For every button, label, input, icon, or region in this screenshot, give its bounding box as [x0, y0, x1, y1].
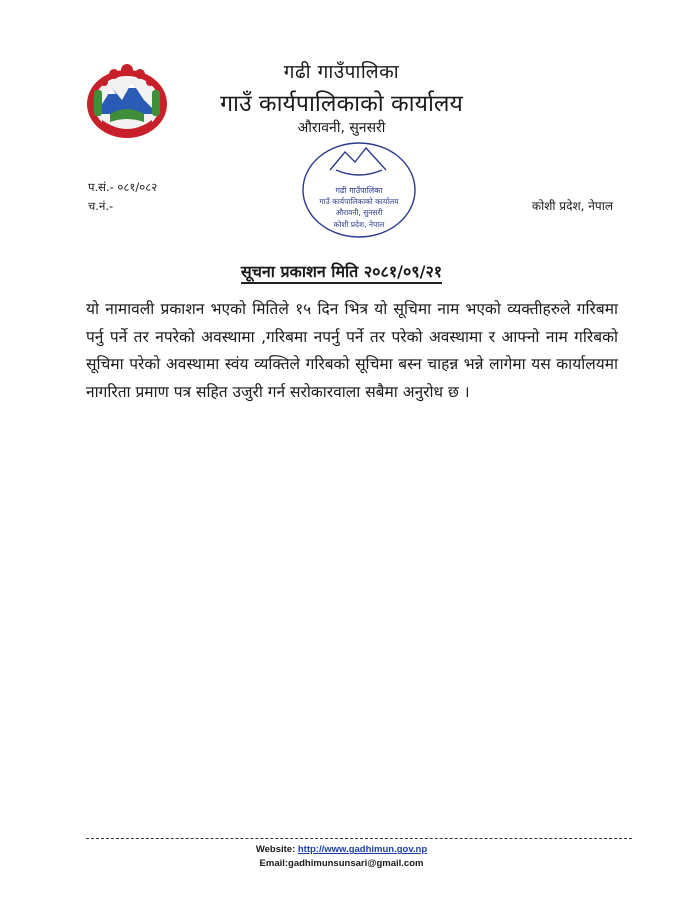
footer-divider — [86, 838, 632, 839]
stamp-text-1: गढी गाउँपालिका — [335, 186, 383, 195]
office-stamp-icon — [300, 140, 418, 240]
stamp-text-2: गाउँ कार्यपालिकाको कार्यालय — [319, 197, 399, 206]
website-row — [0, 843, 683, 857]
footer — [0, 843, 683, 871]
notice-title-text: सूचना प्रकाशन मिति २०८१/०९/२१ — [241, 262, 442, 284]
province-label: कोशी प्रदेश, नेपाल — [531, 199, 613, 213]
office-name: गाउँ कार्यपालिकाको कार्यालय — [220, 91, 463, 117]
email-text: Email:gadhimunsunsari@gmail.com — [259, 858, 424, 869]
office-location: औरावनी, सुनसरी — [297, 120, 386, 136]
municipality-name: गढी गाउँपालिका — [283, 61, 400, 83]
website-label: Website: — [255, 844, 296, 855]
letter-number: प.सं.- ०८१/०८२ — [88, 180, 158, 194]
stamp-text-3: औरावनी, सुनसरी — [335, 208, 383, 217]
notice-body: यो नामावली प्रकाशन भएको मितिले १५ दिन भित्र यो सूचिमा नाम भएको व्यक्तीहरुले गरिबमा पर्नु पर्ने तर नपरेको अवस्थामा ,गरिबमा नपर्नु पर्ने तर परेको अवस्थामा र आफ्नो नाम गरिबको सूचिमा परेको अवस्थामा स्वंय व्यक्तिले गरिबको सूचिमा बस्न चाहन्न भन्ने लागेमा यस कार्यालयमा नागरिता प्रमाण पत्र सहित उजुरी गर्न सरोकारवाला सबैमा अनुरोध छ । — [86, 300, 618, 401]
website-link[interactable]: http://www.gadhimun.gov.np — [297, 844, 428, 855]
reference-block — [88, 178, 157, 216]
dispatch-number: च.नं.- — [88, 199, 114, 213]
stamp-text-4: कोशी प्रदेश, नेपाल — [333, 220, 385, 229]
notice-title — [0, 260, 683, 282]
